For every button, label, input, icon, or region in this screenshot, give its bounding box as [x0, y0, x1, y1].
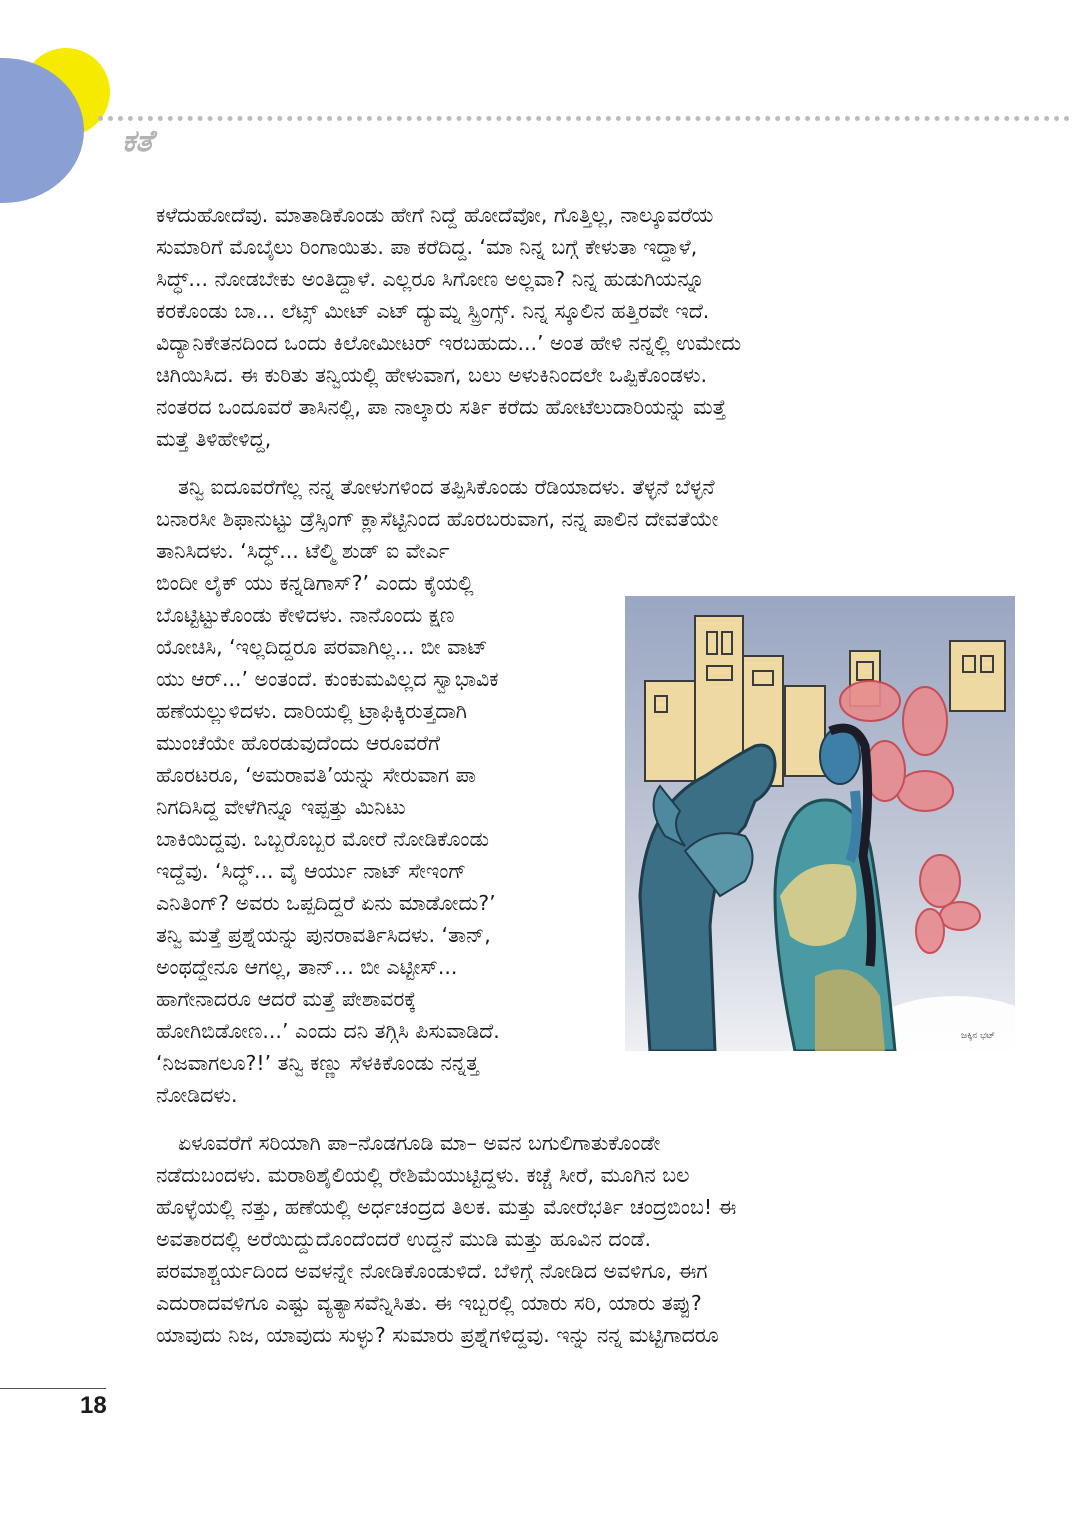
text-line: ಸುಮಾರಿಗೆ ಮೊಬೈಲು ರಿಂಗಾಯಿತು. ಪಾ ಕರೆದಿದ್ದ. ‘ಮಾ ನಿನ್ನ ಬಗ್ಗೆ ಕೇಳುತಾ ಇದ್ದಾಳೆ, — [156, 235, 698, 259]
text-line: ಕರಕೊಂಡು ಬಾ... ಲೆಟ್ಸ್ ಮೀಟ್ ಎಟ್ ದ್ಯುಮ್ನ ಸ್ಪ್ರಿಂಗ್ಸ್. ನಿನ್ನ ಸ್ಕೂಲಿನ ಹತ್ತಿರವೇ ಇದೆ. — [156, 299, 710, 323]
text-line: ಮತ್ತೆ ತಿಳಿಹೇಳಿದ್ದ, — [156, 427, 272, 451]
text-line: ನಡೆದುಬಂದಳು. ಮರಾಠಿಶೈಲಿಯಲ್ಲಿ ರೇಶಿಮೆಯುಟ್ಟಿದ್ದಳು. ಕಚ್ಚೆ ಸೀರೆ, ಮೂಗಿನ ಬಲ — [156, 1163, 690, 1187]
section-title: ಕತೆ — [122, 124, 153, 159]
text-line: ತನ್ವಿ ಮತ್ತೆ ಪ್ರಶ್ನೆಯನ್ನು ಪುನರಾವರ್ತಿಸಿದಳು. ‘ತಾನ್, — [156, 923, 491, 947]
text-line: ಬನಾರಸೀ ಶಿಫಾನುಟ್ಟು ಡ್ರೆಸ್ಸಿಂಗ್ ಕ್ಲಾಸೆಟ್ಟಿನಿಂದ ಹೊರಬರುವಾಗ, ನನ್ನ ಪಾಲಿನ ದೇವತೆಯೇ — [156, 507, 719, 531]
text-line: ಹಣೆಯಲ್ಲುಳಿದಳು. ದಾರಿಯಲ್ಲಿ ಟ್ರಾಫಿಕ್ಕಿರುತ್ತದಾಗಿ — [156, 699, 467, 723]
text-line: ನಂತರದ ಒಂದೂವರೆ ತಾಸಿನಲ್ಲಿ, ಪಾ ನಾಲ್ಕಾರು ಸರ್ತಿ ಕರೆದು ಹೋಟೆಲುದಾರಿಯನ್ನು ಮತ್ತೆ — [156, 395, 727, 419]
text-line: ಯು ಆರ್...’ ಅಂತಂದೆ. ಕುಂಕುಮವಿಲ್ಲದ ಸ್ವಾಭಾವಿಕ — [156, 667, 499, 691]
text-line: ಬಾಕಿಯಿದ್ದವು. ಒಬ್ಬರೊಬ್ಬರ ಮೋರೆ ನೋಡಿಕೊಂಡು — [156, 827, 490, 851]
text-line: ಹೋಗಿಬಿಡೋಣ...’ ಎಂದು ದನಿ ತಗ್ಗಿಸಿ ಪಿಸುವಾಡಿದೆ. — [156, 1019, 500, 1043]
text-line: ತನ್ವಿ ಐದೂವರೆಗೆಲ್ಲ ನನ್ನ ತೋಳುಗಳಿಂದ ತಪ್ಪಿಸಿಕೊಂಡು ರೆಡಿಯಾದಳು. ತೆಳ್ಳನೆ ಬೆಳ್ಳನೆ — [178, 475, 715, 499]
text-line: ವಿದ್ಯಾನಿಕೇತನದಿಂದ ಒಂದು ಕಿಲೋಮೀಟರ್ ಇರಬಹುದು...’ ಅಂತ ಹೇಳಿ ನನ್ನಲ್ಲಿ ಉಮೇದು — [156, 331, 742, 355]
text-line: ನಿಗದಿಸಿದ್ದ ವೇಳೆಗಿನ್ನೂ ಇಪ್ಪತ್ತು ಮಿನಿಟು — [156, 795, 406, 819]
story-illustration — [625, 596, 1015, 1051]
text-line: ಪರಮಾಶ್ಚರ್ಯದಿಂದ ಅವಳನ್ನೇ ನೋಡಿಕೊಂಡುಳಿದೆ. ಬೆಳಿಗ್ಗೆ ನೋಡಿದ ಅವಳಿಗೂ, ಈಗ — [156, 1259, 708, 1283]
header-dotted-rule — [98, 116, 1070, 121]
page-number-rule — [0, 1388, 106, 1389]
illustration-signature: ಜಕ್ಕಿನ ಭಟ್ — [961, 1031, 995, 1041]
text-line: ಅಂಥದ್ದೇನೂ ಆಗಲ್ಲ, ತಾನ್... ಬೀ ಎಟ್ಟೀಸ್... — [156, 955, 458, 979]
text-line: ತಾನಿಸಿದಳು. ‘ಸಿದ್ಧ್... ಟೆಲ್ಮಿ ಶುಡ್ ಐ ವೇರ್ಎ — [156, 539, 450, 563]
text-line: ಮುಂಚೆಯೇ ಹೊರಡುವುದೆಂದು ಆರೂವರೆಗೆ — [156, 731, 440, 755]
text-line: ಹೊರಟರೂ, ‘ಅಮರಾವತಿ’ಯನ್ನು ಸೇರುವಾಗ ಪಾ — [156, 763, 476, 787]
text-line: ‘ನಿಜವಾಗಲೂ?!’ ತನ್ವಿ ಕಣ್ಣು ಸೆಳಕಿಕೊಂಡು ನನ್ನತ್ತ — [156, 1051, 479, 1075]
text-line: ಸಿದ್ಧ್... ನೋಡಬೇಕು ಅಂತಿದ್ದಾಳೆ. ಎಲ್ಲರೂ ಸಿಗೋಣ ಅಲ್ಲವಾ? ನಿನ್ನ ಹುಡುಗಿಯನ್ನೂ — [156, 267, 705, 291]
text-line: ಚಿಗಿಯಿಸಿದ. ಈ ಕುರಿತು ತನ್ವಿಯಲ್ಲಿ ಹೇಳುವಾಗ, ಬಲು ಅಳುಕಿನಿಂದಲೇ ಒಪ್ಪಿಕೊಂಡಳು. — [156, 363, 708, 387]
text-line: ಬೊಟ್ಟಿಟ್ಟುಕೊಂಡು ಕೇಳಿದಳು. ನಾನೊಂದು ಕ್ಷಣ — [156, 603, 455, 627]
text-line: ಎದುರಾದವಳಿಗೂ ಎಷ್ಟು ವ್ಯತ್ಯಾಸವೆನ್ನಿಸಿತು. ಈ ಇಬ್ಬರಲ್ಲಿ ಯಾರು ಸರಿ, ಯಾರು ತಪ್ಪು? — [156, 1291, 702, 1315]
text-line: ಎನಿತಿಂಗ್? ಅವರು ಒಪ್ಪದಿದ್ದರೆ ಏನು ಮಾಡೋದು?’ — [156, 891, 496, 915]
page-number: 18 — [80, 1392, 107, 1419]
text-line: ಯೋಚಿಸಿ, ‘ಇಲ್ಲದಿದ್ದರೂ ಪರವಾಗಿಲ್ಲ... ಬೀ ವಾಟ್ — [156, 635, 488, 659]
text-line: ಬಿಂದೀ ಲೈಕ್ ಯು ಕನ್ನಡಿಗಾಸ್?’ ಎಂದು ಕೈಯಲ್ಲಿ — [156, 571, 474, 595]
text-line: ಹಾಗೇನಾದರೂ ಆದರೆ ಮತ್ತೆ ಪೇಶಾವರಕ್ಕೆ — [156, 987, 417, 1011]
text-line: ಯಾವುದು ನಿಜ, ಯಾವುದು ಸುಳ್ಳು? ಸುಮಾರು ಪ್ರಶ್ನೆಗಳಿದ್ದವು. ಇನ್ನು ನನ್ನ ಮಟ್ಟಿಗಾದರೂ — [156, 1323, 719, 1347]
text-line: ಹೊಳ್ಳೆಯಲ್ಲಿ ನತ್ತು, ಹಣೆಯಲ್ಲಿ ಅರ್ಧಚಂದ್ರದ ತಿಲಕ. ಮತ್ತು ಮೋರೆಭರ್ತಿ ಚಂದ್ರಬಿಂಬ! ಈ — [156, 1195, 737, 1219]
text-line: ಕಳೆದುಹೋದೆವು. ಮಾತಾಡಿಕೊಂಡು ಹೇಗೆ ನಿದ್ದೆ ಹೋದೆವೋ, ಗೊತ್ತಿಲ್ಲ, ನಾಲ್ಕೂವರೆಯ — [156, 203, 714, 227]
text-line: ಅವತಾರದಲ್ಲಿ ಅರೆಯಿದ್ದುದೊಂದೆಂದರೆ ಉದ್ದನೆ ಮುಡಿ ಮತ್ತು ಹೂವಿನ ದಂಡೆ. — [156, 1227, 652, 1251]
text-line: ನೋಡಿದಳು. — [156, 1083, 238, 1107]
text-line: ಇದ್ದೆವು. ‘ಸಿದ್ಧ್... ವೈ ಆರ್ಯು ನಾಟ್ ಸೇಇಂಗ್ — [156, 859, 467, 883]
text-line: ಏಳೂವರೆಗೆ ಸರಿಯಾಗಿ ಪಾ–ನೊಡಗೂಡಿ ಮಾ– ಅವನ ಬಗುಲಿಗಾತುಕೊಂಡೇ — [178, 1131, 661, 1155]
